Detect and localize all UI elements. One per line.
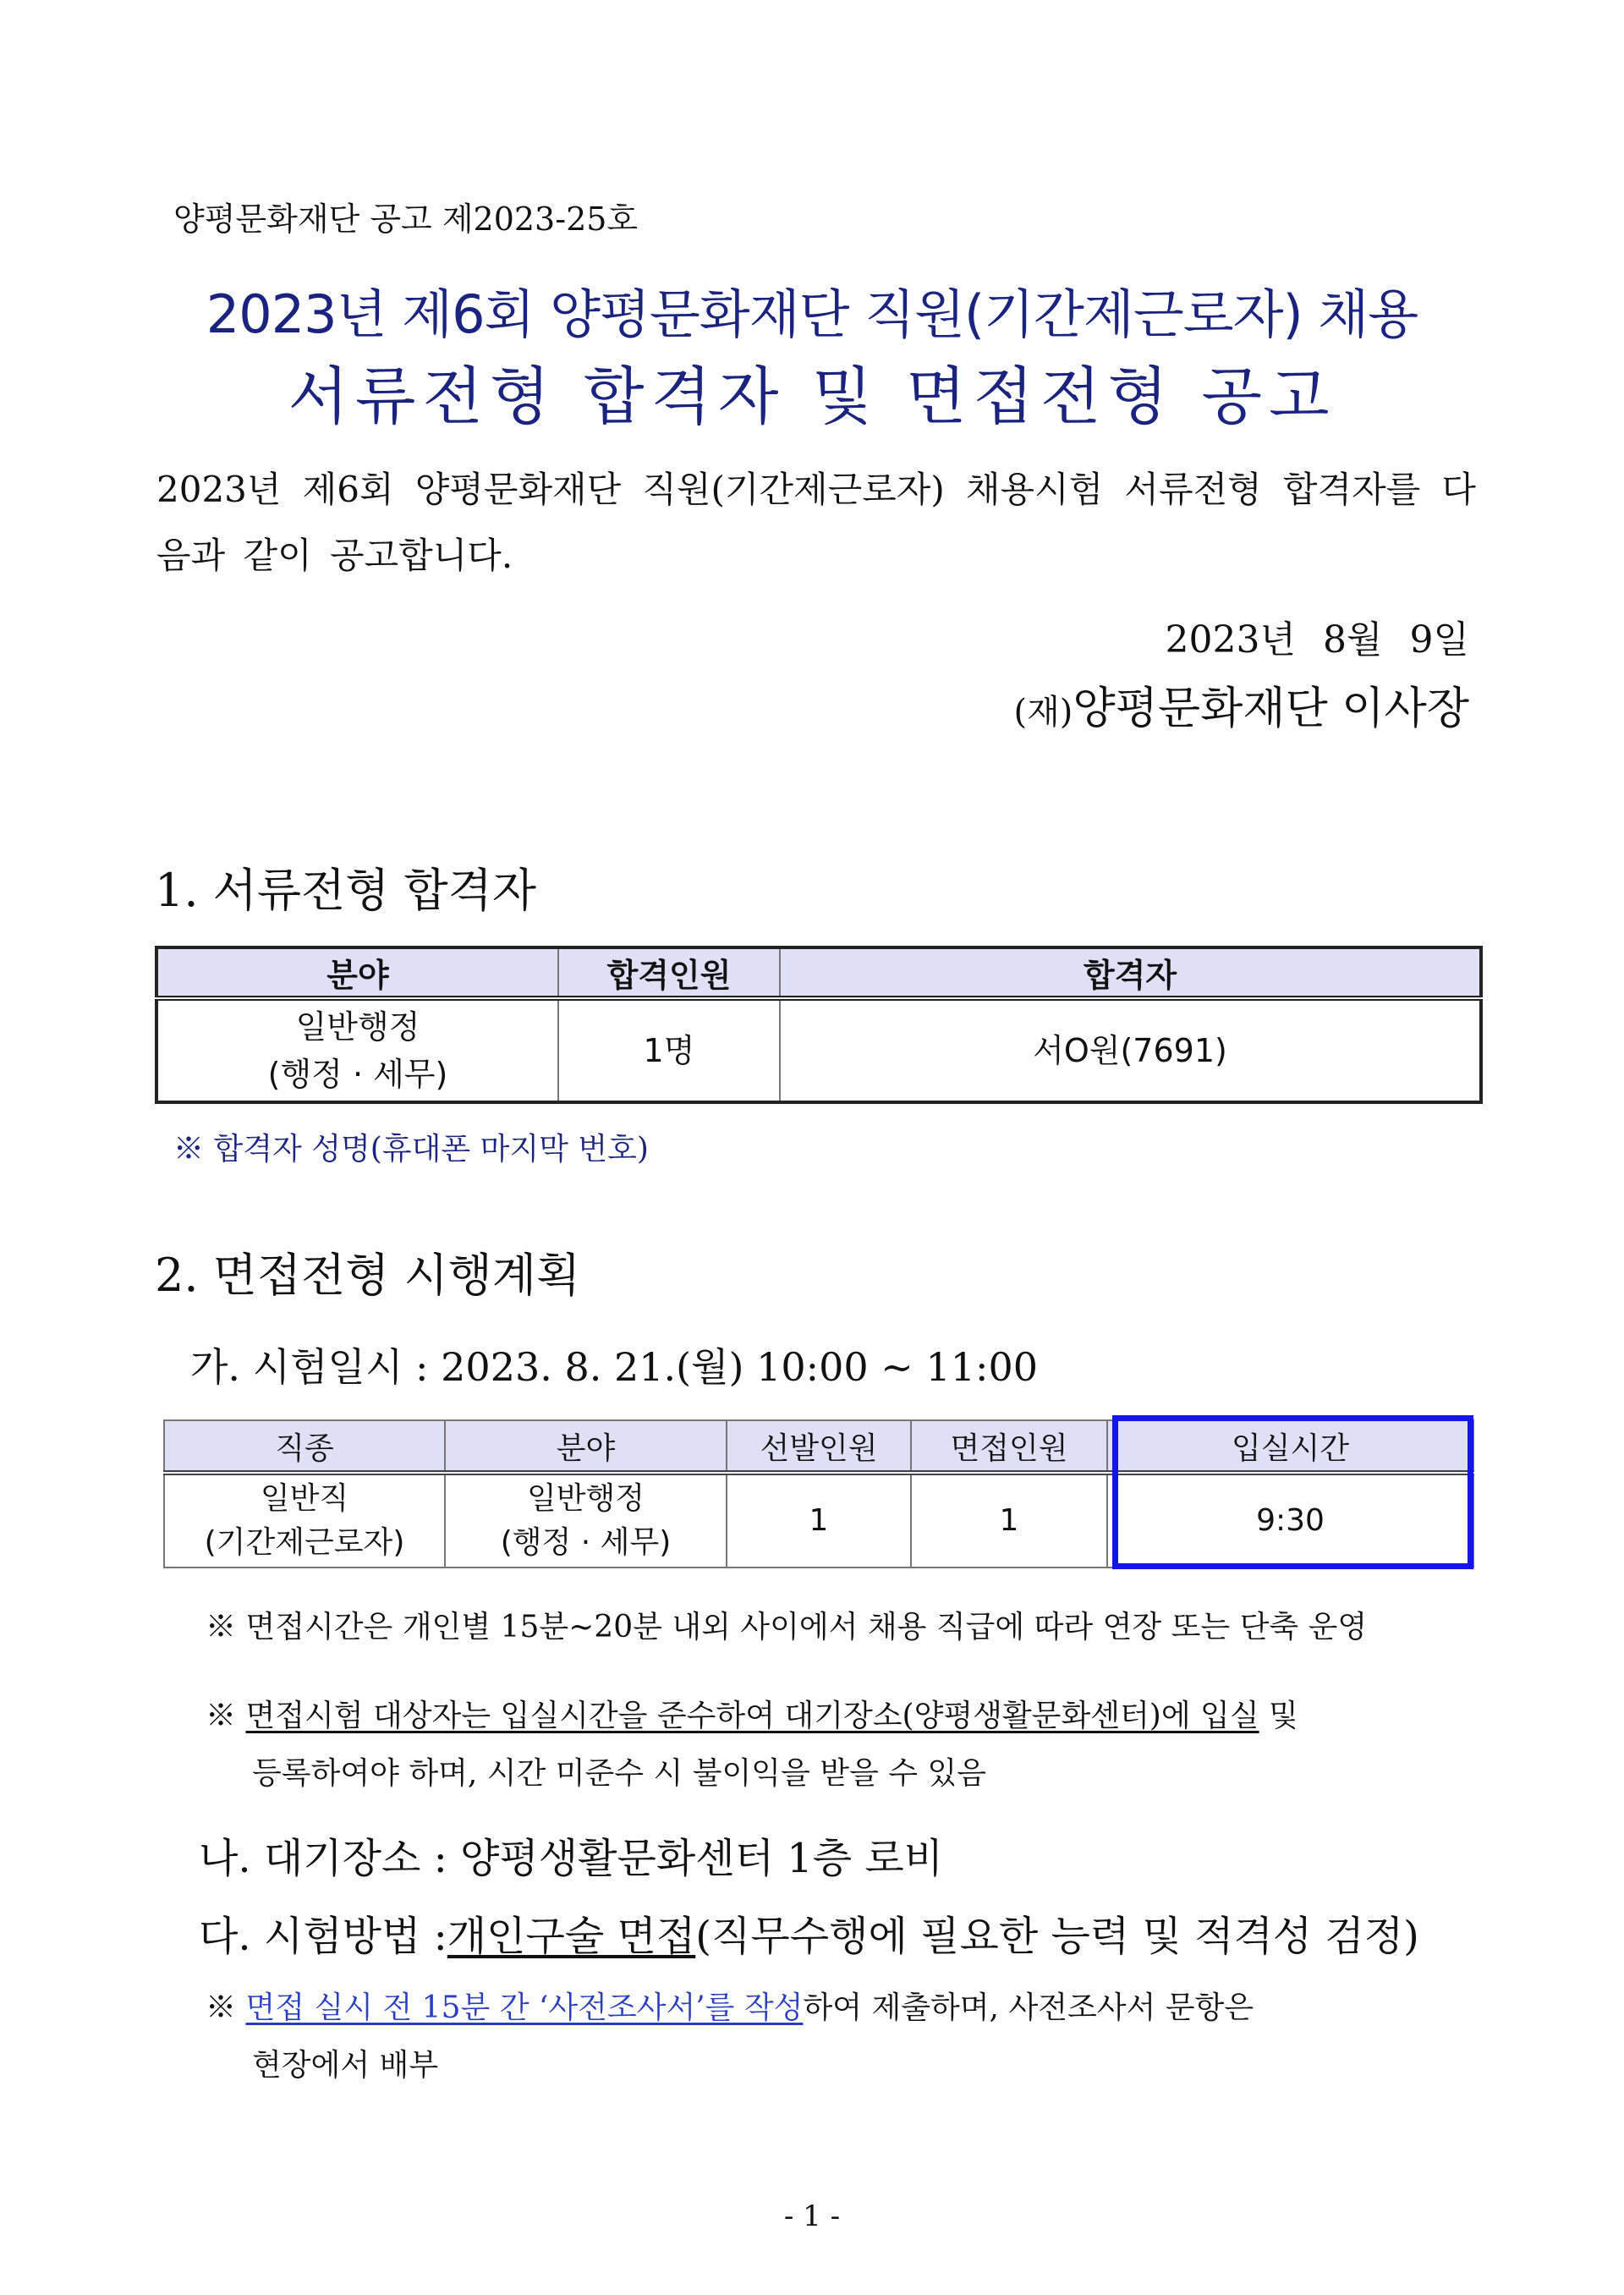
selected-cell: 1 [727, 1473, 911, 1568]
exam-schedule: 가. 시험일시 : 2023. 8. 21.(월) 10:00 ~ 11:00 [190, 1344, 1039, 1390]
table-header-selected: 선발인원 [727, 1420, 911, 1473]
table-header-entry-time: 입실시간 [1107, 1420, 1473, 1473]
table-header-field: 분야 [445, 1420, 727, 1473]
entry-note: ※ 면접시험 대상자는 입실시간을 준수하여 대기장소(양평생활문화센터)에 입실 및 등록하여야 하며, 시간 미준수 시 불이익을 받을 수 있음 [206, 1699, 1298, 1791]
page-number: - 1 - [783, 2199, 841, 2233]
issuer-prefix: (재) [1013, 693, 1073, 732]
issuer [1014, 673, 1469, 736]
table-header-passer: 합격자 [780, 947, 1481, 998]
table-header-job: 직종 [164, 1420, 445, 1473]
field-cell: 일반행정 (행정 · 세무) [267, 1008, 448, 1093]
intro-paragraph: 2023년 제6회 양평문화재단 직원(기간제근로자) 채용시험 서류전형 합격자를 다음과 같이 공고합니다. [156, 469, 1476, 576]
passer-note: ※ 합격자 성명(휴대폰 마지막 번호) [173, 1132, 649, 1167]
section1-heading: 1. 서류전형 합격자 [155, 864, 536, 917]
pre-survey-note: ※ 면접 실시 전 15분 간 ‘사전조사서’를 작성하여 제출하며, 사전조사서 문항은 현장에서 배부 [206, 1990, 1254, 2083]
entry-note-underlined: 면접시험 대상자는 입실시간을 준수하여 대기장소(양평생활문화센터)에 입실 [245, 1699, 1259, 1733]
table-row [156, 998, 1481, 1102]
document-passers-table [155, 946, 1483, 1104]
interviewees-cell: 1 [911, 1473, 1107, 1568]
page-title-line1: 2023년 제6회 양평문화재단 직원(기간제근로자) 채용 [206, 283, 1418, 345]
section2-heading: 2. 면접전형 시행계획 [155, 1249, 581, 1302]
waiting-place: 나. 대기장소 : 양평생활문화센터 1층 로비 [199, 1835, 944, 1882]
field-cell: 일반행정 (행정 · 세무) [445, 1473, 727, 1568]
entry-time-cell: 9:30 [1107, 1473, 1473, 1568]
method-underlined: 개인구술 면접 [447, 1913, 696, 1960]
table-header-field: 분야 [156, 947, 558, 998]
entry-time-highlight [1112, 1415, 1473, 1569]
interview-time-note: ※ 면접시간은 개인별 15분~20분 내외 사이에서 채용 직급에 따라 연장 또는 단축 운영 [206, 1610, 1368, 1644]
exam-method: 다. 시험방법 :개인구술 면접(직무수행에 필요한 능력 및 적격성 검정) [199, 1913, 1419, 1960]
table-header-interviewees: 면접인원 [911, 1420, 1107, 1473]
count-cell: 1명 [558, 998, 780, 1102]
passer-cell: 서O원(7691) [780, 998, 1481, 1102]
issuer-name: 양평문화재단 이사장 [1073, 684, 1469, 734]
page-title-line2: 서류전형 합격자 및 면접전형 공고 [288, 360, 1336, 433]
notice-number: 양평문화재단 공고 제2023-25호 [173, 200, 639, 238]
table-header-count: 합격인원 [558, 947, 780, 998]
pre-survey-highlight: 면접 실시 전 15분 간 ‘사전조사서’를 작성 [245, 1990, 804, 2025]
job-cell: 일반직 (기간제근로자) [164, 1473, 445, 1568]
notice-date: 2023년 8월 9일 [1165, 618, 1469, 662]
